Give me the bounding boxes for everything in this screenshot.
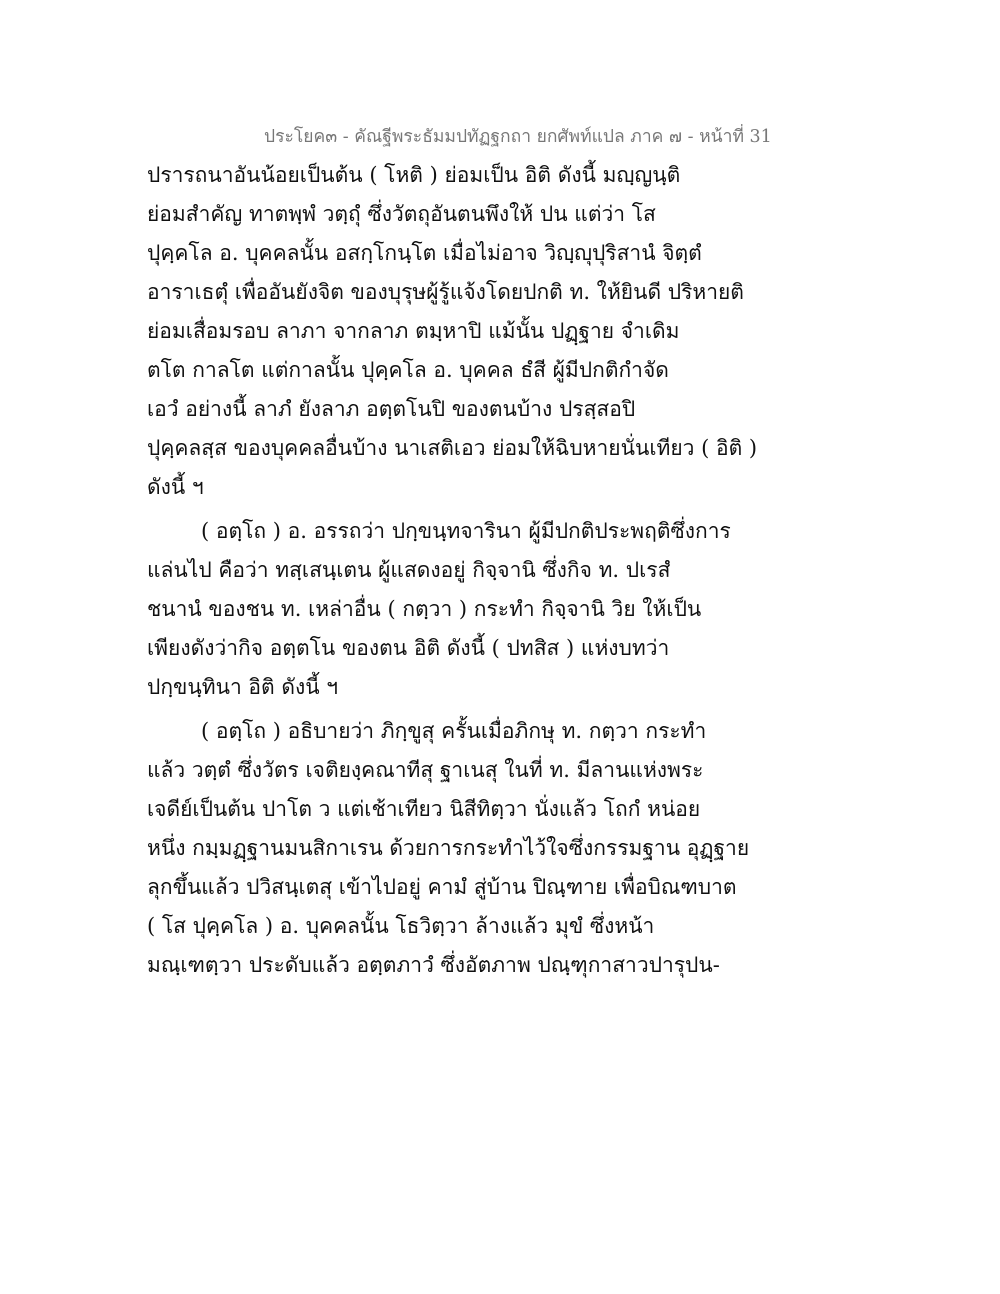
text-line: อาราเธตุํ เพื่ออันยังจิต ของบุรุษผู้รู้แจ้งโดยปกติ ท. ให้ยินดี ปริหายติ [147,280,744,304]
body-text [147,156,758,985]
text-line: ลุกขึ้นแล้ว ปวิสนฺเตสุ เข้าไปอยู่ คามํ สู่บ้าน ปิณฺฑาย เพื่อบิณฑบาต [147,875,737,899]
text-line: ปรารถนาอันน้อยเป็นต้น ( โหติ ) ย่อมเป็น อิติ ดังนี้ มญฺญนฺติ [147,163,681,187]
paragraph-3 [147,712,750,985]
text-line: ชนานํ ของชน ท. เหล่าอื่น ( กตฺวา ) กระทำ กิจฺจานิ วิย ให้เป็น [147,597,702,621]
text-line: ( อตฺโถ ) อธิบายว่า ภิกฺขูสุ ครั้นเมื่อภิกษุ ท. กตฺวา กระทำ [201,719,707,743]
text-line: เพียงดังว่ากิจ อตฺตโน ของตน อิติ ดังนี้ ( ปทสิส ) แห่งบทว่า [147,636,670,660]
text-line: ปกฺขนฺทินา อิติ ดังนี้ ฯ [147,675,339,699]
text-line: แล้ว วตฺตํ ซึ่งวัตร เจติยงฺคณาทีสุ ฐาเนสุ ในที่ ท. มีลานแห่งพระ [147,758,704,782]
paragraph-2 [147,512,731,707]
text-line: แล่นไป คือว่า ทสฺเสนฺเตน ผู้แสดงอยู่ กิจฺจานิ ซึ่งกิจ ท. ปเรสํ [147,558,671,582]
text-line: ปุคฺคลสฺส ของบุคคลอื่นบ้าง นาเสติเอว ย่อมให้ฉิบหายนั่นเทียว ( อิติ ) [147,436,758,460]
text-line: ปุคฺคโล อ. บุคคลนั้น อสกฺโกนฺโต เมื่อไม่อาจ วิญฺญุปุริสานํ จิตฺตํ [147,241,702,265]
text-line: เอวํ อย่างนี้ ลาภํ ยังลาภ อตฺตโนปิ ของตนบ้าง ปรสฺสอปิ [147,397,636,421]
text-line: เจดีย์เป็นต้น ปาโต ว แต่เช้าเทียว นิสีทิตฺวา นั่งแล้ว โถกํ หน่อย [147,797,701,821]
text-line: ย่อมสำคัญ ทาตพฺพํ วตฺถุํ ซึ่งวัตถุอันตนพึงให้ ปน แต่ว่า โส [147,202,656,226]
text-line: ย่อมเสื่อมรอบ ลาภา จากลาภ ตมฺหาปิ แม้นั้น ปฏฺฐาย จำเดิม [147,319,680,343]
text-line: ( อตฺโถ ) อ. อรรถว่า ปกฺขนฺทจารินา ผู้มีปกติประพฤติซึ่งการ [201,519,731,543]
text-line: ดังนี้ ฯ [147,475,204,499]
text-line: ตโต กาลโต แต่กาลนั้น ปุคฺคโล อ. บุคคล ธํสี ผู้มีปกติกำจัด [147,358,669,382]
page-header: ประโยค๓ - คัณฐีพระธัมมปทัฏฐกถา ยกศัพท์แปล ภาค ๗ - หน้าที่ 31 [264,127,772,147]
text-line: หนึ่ง กมฺมฏฺฐานมนสิกาเรน ด้วยการกระทำไว้ใจซึ่งกรรมฐาน อุฏฺฐาย [147,836,750,860]
text-line: ( โส ปุคฺคโล ) อ. บุคคลนั้น โธวิตฺวา ล้างแล้ว มุขํ ซึ่งหน้า [147,914,655,938]
text-line: มณฺเฑตฺวา ประดับแล้ว อตฺตภาวํ ซึ่งอัตภาพ ปณฺฑุกาสาวปารุปน- [147,953,720,977]
paragraph-1 [147,156,758,507]
